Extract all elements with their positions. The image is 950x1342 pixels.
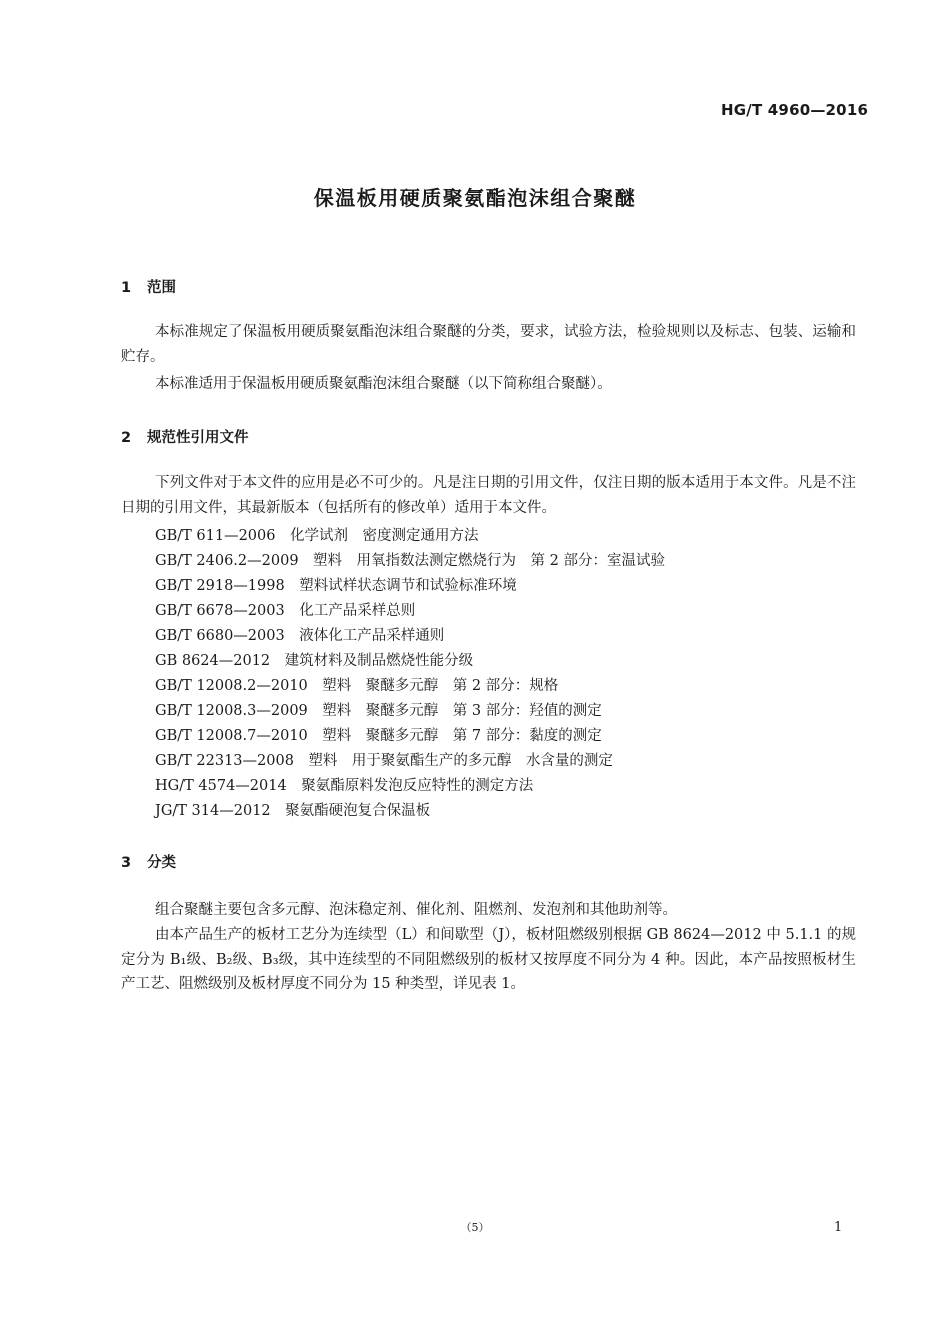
standard-code: HG/T 4960—2016	[721, 101, 869, 119]
section-number: 2	[121, 430, 132, 446]
paragraph: 下列文件对于本文件的应用是必不可少的。凡是注日期的引用文件，仅注日期的版本适用于本文件。凡是不注日期的引用文件，其最新版本（包括所有的修改单）适用于本文件。	[121, 475, 856, 516]
reference-item: GB/T 12008.2—2010 塑料 聚醚多元醇 第 2 部分：规格	[155, 678, 559, 694]
section-1-heading	[121, 276, 176, 297]
reference-item: JG/T 314—2012 聚氨酯硬泡复合保温板	[155, 803, 431, 819]
reference-item: GB/T 2918—1998 塑料试样状态调节和试验标准环境	[155, 578, 517, 594]
page-number: 1	[834, 1220, 843, 1235]
reference-item: GB/T 611—2006 化学试剂 密度测定通用方法	[155, 528, 479, 544]
section-title: 范围	[147, 280, 176, 296]
reference-item: GB/T 12008.7—2010 塑料 聚醚多元醇 第 7 部分：黏度的测定	[155, 728, 602, 744]
reference-item: GB/T 12008.3—2009 塑料 聚醚多元醇 第 3 部分：羟值的测定	[155, 703, 602, 719]
section-3-heading	[121, 851, 176, 872]
reference-item: GB/T 6680—2003 液体化工产品采样通则	[155, 628, 445, 644]
section-number: 1	[121, 280, 132, 296]
paragraph: 本标准适用于保温板用硬质聚氨酯泡沫组合聚醚（以下简称组合聚醚）。	[155, 376, 612, 392]
paragraph: 由本产品生产的板材工艺分为连续型（L）和间歇型（J），板材阻燃级别根据 GB 8624—2012 中 5.1.1 的规定分为 B₁级、B₂级、B₃级，其中连续型的不同阻燃级别的板材又按厚度不同分为 4 种。因此，本产品按照板材生产工艺、阻燃级别及板材厚度不同分为 15 种类型，详见表 1。	[121, 927, 856, 992]
document-title: 保温板用硬质聚氨酯泡沫组合聚醚	[313, 186, 637, 210]
section-2-heading	[121, 426, 249, 447]
paragraph: 本标准规定了保温板用硬质聚氨酯泡沫组合聚醚的分类，要求，试验方法，检验规则以及标志、包装、运输和贮存。	[121, 324, 856, 365]
reference-item: GB/T 2406.2—2009 塑料 用氧指数法测定燃烧行为 第 2 部分：室温试验	[155, 553, 665, 569]
paragraph: 组合聚醚主要包含多元醇、泡沫稳定剂、催化剂、阻燃剂、发泡剂和其他助剂等。	[155, 902, 677, 918]
reference-item: GB 8624—2012 建筑材料及制品燃烧性能分级	[155, 653, 474, 669]
section-title: 规范性引用文件	[147, 430, 249, 446]
footer-page-label: （5）	[460, 1221, 490, 1234]
section-title: 分类	[147, 855, 176, 871]
reference-item: HG/T 4574—2014 聚氨酯原料发泡反应特性的测定方法	[155, 778, 534, 794]
reference-item: GB/T 6678—2003 化工产品采样总则	[155, 603, 416, 619]
reference-item: GB/T 22313—2008 塑料 用于聚氨酯生产的多元醇 水含量的测定	[155, 753, 613, 769]
section-number: 3	[121, 855, 132, 871]
